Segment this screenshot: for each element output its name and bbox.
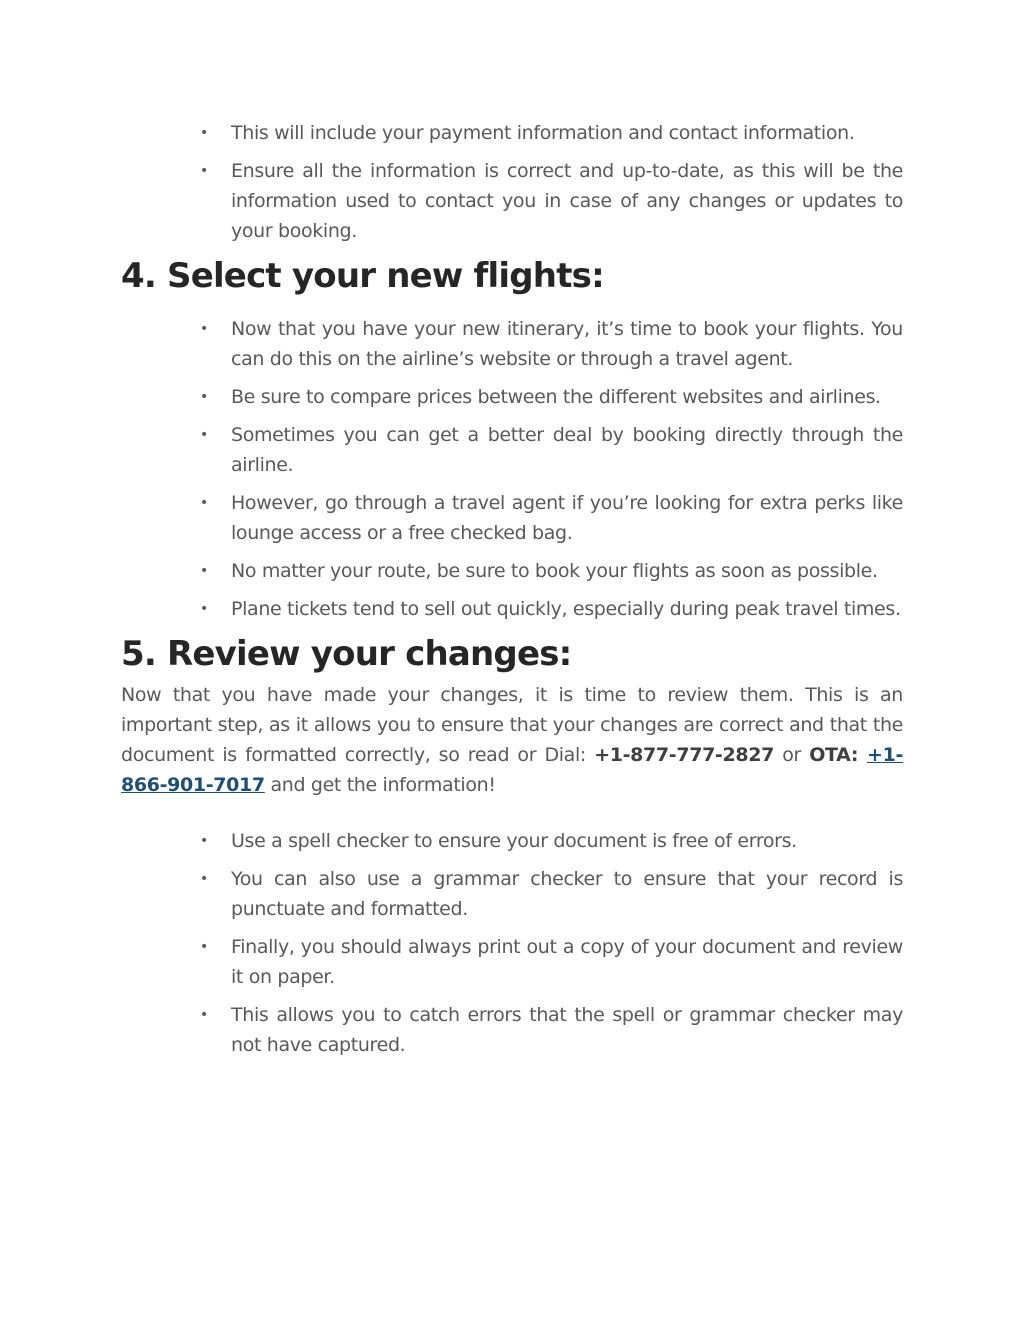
list-item: • Use a spell checker to ensure your document is free of errors. — [231, 826, 903, 856]
paragraph-text: and get the information! — [264, 774, 496, 796]
document-page — [121, 118, 903, 1068]
list-item: • No matter your route, be sure to book your flights as soon as possible. — [231, 556, 903, 586]
section-heading-review-changes: 5. Review your changes: — [121, 634, 572, 674]
bullet-list-select-flights — [121, 314, 903, 624]
review-paragraph — [121, 680, 903, 800]
phone-number-primary: +1-877-777-2827 — [594, 744, 774, 766]
list-item: • Finally, you should always print out a copy of your document and review it on paper. — [231, 932, 903, 992]
paragraph-text: or — [773, 744, 810, 766]
list-item: • Now that you have your new itinerary, it’s time to book your flights. You can do this on the airline’s website or through a travel agent. — [231, 314, 903, 374]
list-item: • However, go through a travel agent if you’re looking for extra perks like lounge access or a free checked bag. — [231, 488, 903, 548]
section-heading-select-flights: 4. Select your new flights: — [121, 256, 604, 296]
list-item: • Sometimes you can get a better deal by booking directly through the airline. — [231, 420, 903, 480]
list-item: • Be sure to compare prices between the different websites and airlines. — [231, 382, 903, 412]
bullet-list-review-changes — [121, 826, 903, 1060]
list-item: • Ensure all the information is correct and up-to-date, as this will be the information used to contact you in case of any changes or updates to your booking. — [231, 156, 903, 246]
bullet-list-contact-info — [121, 118, 903, 246]
phone-number-ota-link[interactable]: +1-866-901-7017 — [121, 744, 903, 796]
list-item: • This will include your payment information and contact information. — [231, 118, 903, 148]
list-item: • Plane tickets tend to sell out quickly, especially during peak travel times. — [231, 594, 903, 624]
list-item: • You can also use a grammar checker to ensure that your record is punctuate and formatted. — [231, 864, 903, 924]
paragraph-text: Now that you have made your changes, it is time to review them. This is an important step, as it allows you to ensure that your changes are correct and that the document is formatted correctly, so read or Dial: — [121, 684, 903, 766]
list-item: • This allows you to catch errors that the spell or grammar checker may not have captured. — [231, 1000, 903, 1060]
ota-label: OTA: — [809, 744, 867, 766]
